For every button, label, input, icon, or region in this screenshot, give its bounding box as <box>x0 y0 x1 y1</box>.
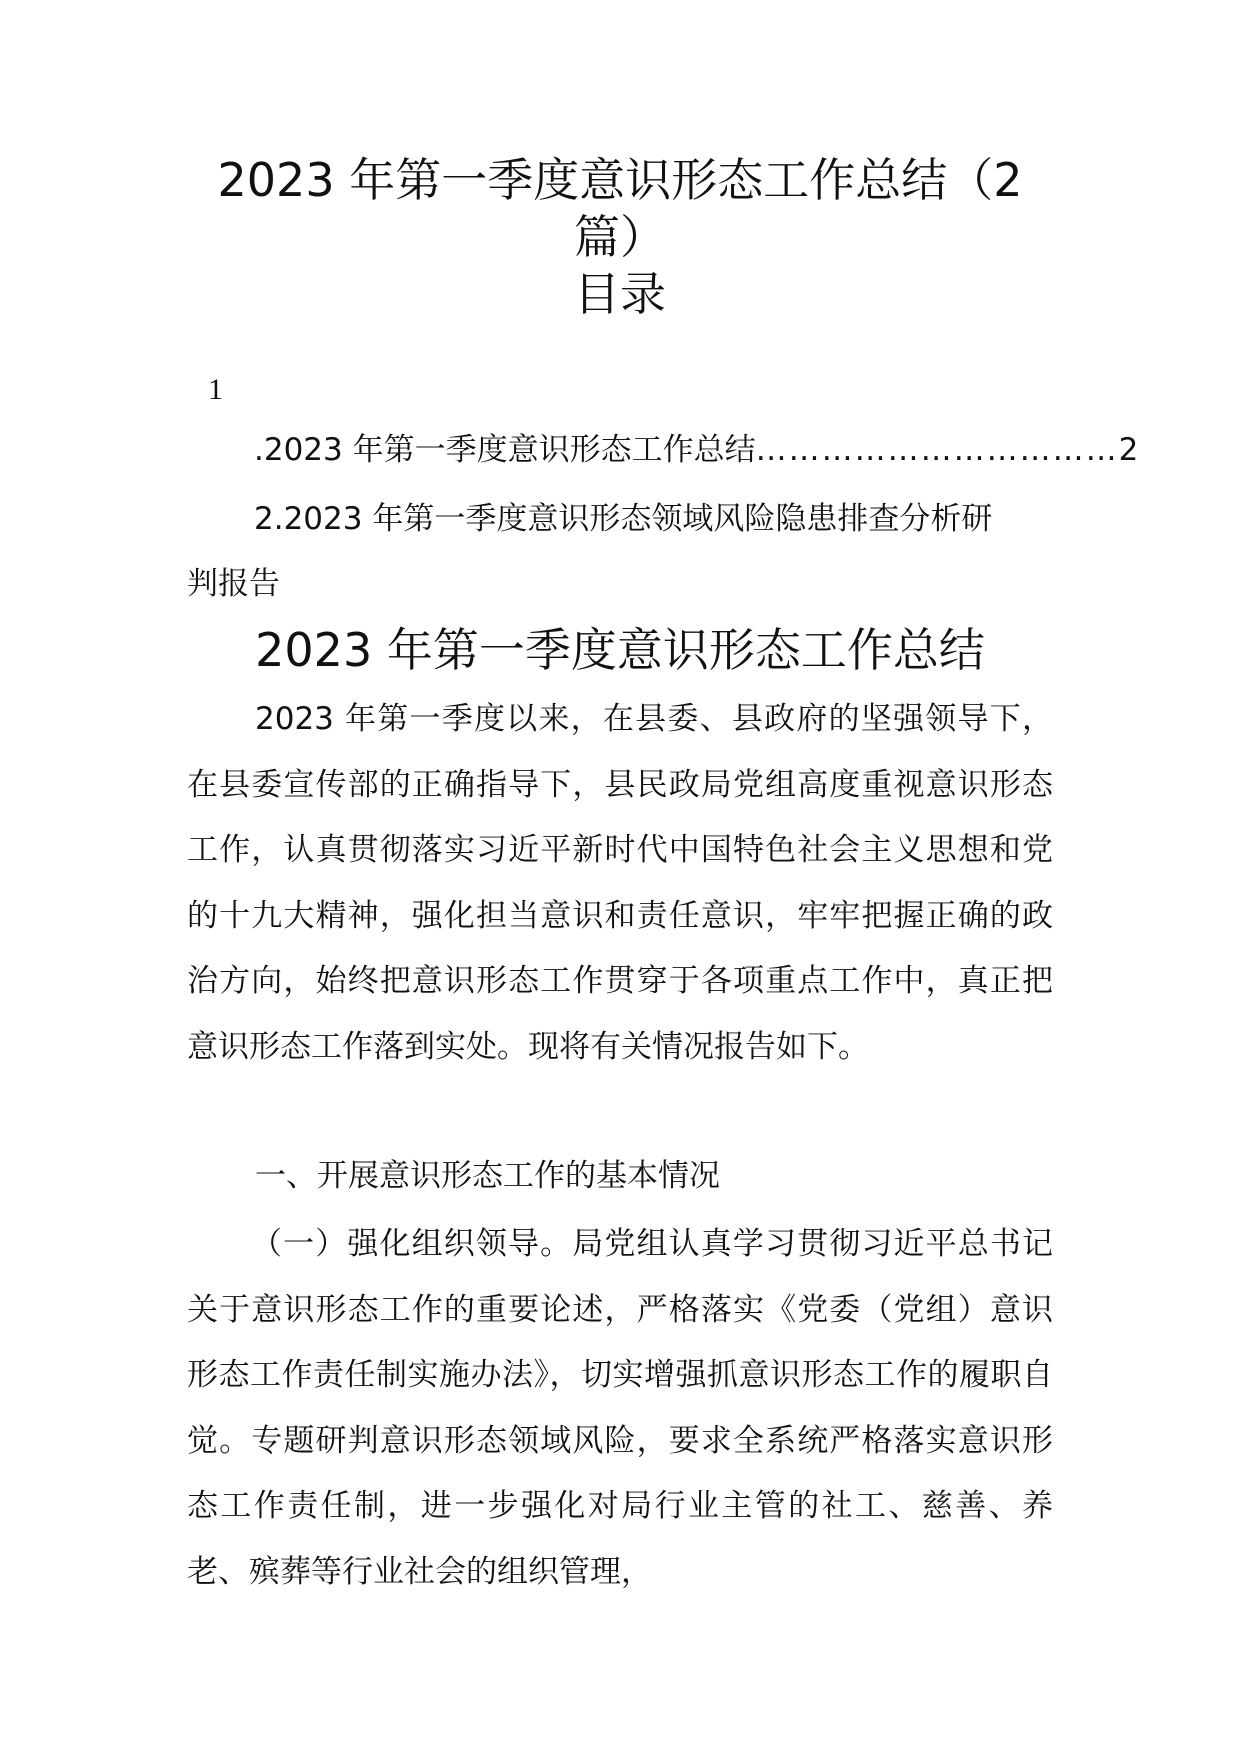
paragraph-organization: （一）强化组织领导。局党组认真学习贯彻习近平总书记关于意识形态工作的重要论述，严格落实《党委（党组）意识形态工作责任制实施办法》，切实增强抓意识形态工作的履职自觉。专题研判意识形态领域风险，要求全系统严格落实意识形态工作责任制，进一步强化对局行业主管的社工、慈善、养老、殡葬等行业社会的组织管理， <box>187 1226 1053 1590</box>
document-title-line2: 篇） <box>574 210 666 264</box>
toc-heading: 目录 <box>574 267 666 321</box>
toc-item-2-line1[interactable]: 2.2023 年第一季度意识形态领域风险隐患排查分析研 <box>254 501 993 537</box>
paragraph-intro: 2023 年第一季度以来，在县委、县政府的坚强领导下，在县委宣传部的正确指导下，县民政局党组高度重视意识形态工作，认真贯彻落实习近平新时代中国特色社会主义思想和党的十九大精神，强化担当意识和责任意识，牢牢把握正确的政治方向，始终把意识形态工作贯穿于各项重点工作中，真正把意识形态工作落到实处。现将有关情况报告如下。 <box>187 701 1053 1065</box>
toc-item-2-line2[interactable]: 判报告 <box>187 566 280 602</box>
toc-item-1-leader: …………………………… <box>755 432 1119 468</box>
toc-item-1-text: .2023 年第一季度意识形态工作总结 <box>254 432 756 468</box>
document-title-line1: 2023 年第一季度意识形态工作总结（2 <box>217 153 1023 207</box>
toc-item-1[interactable] <box>254 428 1139 472</box>
heading-basic-situation: 一、开展意识形态工作的基本情况 <box>255 1158 720 1194</box>
toc-first-number: 1 <box>208 373 223 406</box>
toc-item-1-page: 2 <box>1118 432 1139 468</box>
section-title: 2023 年第一季度意识形态工作总结 <box>255 623 985 677</box>
